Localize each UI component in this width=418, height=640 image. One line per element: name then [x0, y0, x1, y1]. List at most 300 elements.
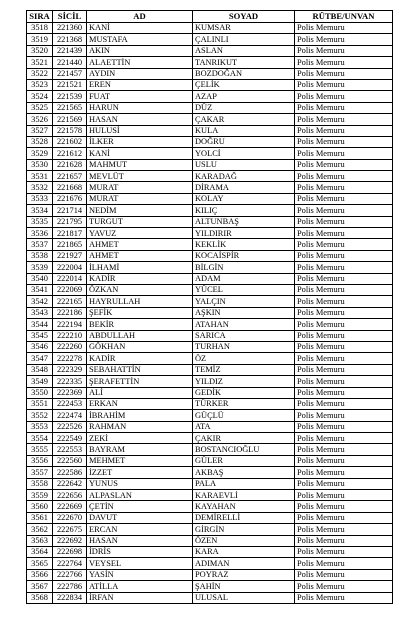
- cell-rutbe: Polis Memuru: [295, 319, 393, 330]
- cell-sicil: 221569: [53, 114, 87, 125]
- table-row: [27, 569, 393, 580]
- cell-sira: 3520: [27, 45, 53, 56]
- cell-sicil: 222766: [53, 569, 87, 580]
- cell-rutbe: Polis Memuru: [295, 353, 393, 364]
- cell-sicil: 221676: [53, 193, 87, 204]
- cell-soyad: DİRAMA: [193, 182, 295, 193]
- cell-soyad: YALÇIN: [193, 296, 295, 307]
- table-row: [27, 546, 393, 557]
- table-row: [27, 341, 393, 352]
- cell-soyad: ÖZ: [193, 353, 295, 364]
- cell-sicil: 222560: [53, 455, 87, 466]
- table-row: [27, 171, 393, 182]
- table-body: [27, 23, 393, 604]
- cell-sira: 3550: [27, 387, 53, 398]
- table-row: [27, 159, 393, 170]
- cell-soyad: GÜÇLÜ: [193, 410, 295, 421]
- cell-ad: RAHMAN: [87, 421, 193, 432]
- cell-ad: KADİR: [87, 273, 193, 284]
- cell-rutbe: Polis Memuru: [295, 125, 393, 136]
- cell-soyad: KEKLİK: [193, 239, 295, 250]
- cell-sira: 3526: [27, 114, 53, 125]
- cell-sicil: 222069: [53, 284, 87, 295]
- cell-ad: NEDİM: [87, 205, 193, 216]
- cell-rutbe: Polis Memuru: [295, 91, 393, 102]
- cell-sira: 3560: [27, 501, 53, 512]
- cell-sira: 3535: [27, 216, 53, 227]
- cell-soyad: USLU: [193, 159, 295, 170]
- cell-sicil: 222549: [53, 433, 87, 444]
- cell-rutbe: Polis Memuru: [295, 45, 393, 56]
- cell-sira: 3527: [27, 125, 53, 136]
- cell-rutbe: Polis Memuru: [295, 205, 393, 216]
- table-row: [27, 114, 393, 125]
- cell-sicil: 221817: [53, 228, 87, 239]
- cell-rutbe: Polis Memuru: [295, 136, 393, 147]
- cell-ad: FUAT: [87, 91, 193, 102]
- cell-sicil: 222260: [53, 341, 87, 352]
- cell-sira: 3566: [27, 569, 53, 580]
- cell-sicil: 221368: [53, 34, 87, 45]
- table-row: [27, 592, 393, 603]
- cell-sicil: 222194: [53, 319, 87, 330]
- cell-rutbe: Polis Memuru: [295, 341, 393, 352]
- cell-ad: İBRAHİM: [87, 410, 193, 421]
- cell-ad: MURAT: [87, 193, 193, 204]
- cell-soyad: BOZDOĞAN: [193, 68, 295, 79]
- table-row: [27, 364, 393, 375]
- cell-soyad: GÜLER: [193, 455, 295, 466]
- cell-sicil: 221440: [53, 57, 87, 68]
- cell-sicil: 222335: [53, 376, 87, 387]
- cell-sicil: 222786: [53, 581, 87, 592]
- table-row: [27, 501, 393, 512]
- cell-sira: 3556: [27, 455, 53, 466]
- cell-soyad: YILDIRIR: [193, 228, 295, 239]
- cell-sira: 3540: [27, 273, 53, 284]
- cell-ad: SEBAHATTİN: [87, 364, 193, 375]
- cell-sicil: 222329: [53, 364, 87, 375]
- table-row: [27, 433, 393, 444]
- cell-rutbe: Polis Memuru: [295, 592, 393, 603]
- cell-rutbe: Polis Memuru: [295, 284, 393, 295]
- cell-ad: KANİ: [87, 23, 193, 34]
- table-row: [27, 467, 393, 478]
- cell-sira: 3557: [27, 467, 53, 478]
- cell-soyad: KULA: [193, 125, 295, 136]
- cell-soyad: ÖZEN: [193, 535, 295, 546]
- cell-sicil: 221602: [53, 136, 87, 147]
- table-row: [27, 250, 393, 261]
- cell-soyad: KOLAY: [193, 193, 295, 204]
- cell-soyad: TÜRKER: [193, 398, 295, 409]
- table-row: [27, 239, 393, 250]
- table-row: [27, 387, 393, 398]
- table-row: [27, 102, 393, 113]
- cell-ad: AHMET: [87, 250, 193, 261]
- table-row: [27, 512, 393, 523]
- table-row: [27, 307, 393, 318]
- cell-rutbe: Polis Memuru: [295, 216, 393, 227]
- cell-sicil: 221578: [53, 125, 87, 136]
- cell-rutbe: Polis Memuru: [295, 364, 393, 375]
- cell-sicil: 222474: [53, 410, 87, 421]
- table-row: [27, 455, 393, 466]
- cell-sicil: 222656: [53, 490, 87, 501]
- table-row: [27, 262, 393, 273]
- cell-sira: 3531: [27, 171, 53, 182]
- table-row: [27, 193, 393, 204]
- cell-soyad: TANRIKUT: [193, 57, 295, 68]
- table-row: [27, 284, 393, 295]
- cell-ad: YAVUZ: [87, 228, 193, 239]
- header-rutbe-unvan: RÜTBE/UNVAN: [295, 11, 393, 23]
- cell-sira: 3554: [27, 433, 53, 444]
- table-row: [27, 228, 393, 239]
- cell-soyad: KUMSAR: [193, 23, 295, 34]
- cell-sira: 3559: [27, 490, 53, 501]
- table-row: [27, 376, 393, 387]
- cell-ad: MEVLÜT: [87, 171, 193, 182]
- cell-soyad: YILDIZ: [193, 376, 295, 387]
- cell-sicil: 221795: [53, 216, 87, 227]
- cell-sira: 3538: [27, 250, 53, 261]
- cell-ad: ALPASLAN: [87, 490, 193, 501]
- cell-rutbe: Polis Memuru: [295, 57, 393, 68]
- cell-sira: 3553: [27, 421, 53, 432]
- cell-sira: 3518: [27, 23, 53, 34]
- table-row: [27, 45, 393, 56]
- cell-soyad: PALA: [193, 478, 295, 489]
- cell-ad: TURGUT: [87, 216, 193, 227]
- cell-ad: ÇETİN: [87, 501, 193, 512]
- cell-sira: 3519: [27, 34, 53, 45]
- cell-soyad: ÇAKIR: [193, 433, 295, 444]
- table-row: [27, 421, 393, 432]
- table-row: [27, 125, 393, 136]
- cell-soyad: DÜZ: [193, 102, 295, 113]
- cell-sicil: 222642: [53, 478, 87, 489]
- cell-soyad: TURHAN: [193, 341, 295, 352]
- cell-sira: 3533: [27, 193, 53, 204]
- cell-ad: KANİ: [87, 148, 193, 159]
- cell-sicil: 222526: [53, 421, 87, 432]
- cell-ad: İZZET: [87, 467, 193, 478]
- table-row: [27, 444, 393, 455]
- table-row: [27, 296, 393, 307]
- cell-sicil: 221521: [53, 79, 87, 90]
- cell-sicil: 222670: [53, 512, 87, 523]
- cell-soyad: TEMİZ: [193, 364, 295, 375]
- cell-soyad: ÇAKAR: [193, 114, 295, 125]
- cell-rutbe: Polis Memuru: [295, 250, 393, 261]
- cell-soyad: KILIÇ: [193, 205, 295, 216]
- cell-sicil: 221539: [53, 91, 87, 102]
- cell-rutbe: Polis Memuru: [295, 228, 393, 239]
- cell-rutbe: Polis Memuru: [295, 455, 393, 466]
- cell-ad: ALAETTİN: [87, 57, 193, 68]
- table-row: [27, 398, 393, 409]
- cell-rutbe: Polis Memuru: [295, 102, 393, 113]
- cell-ad: ÖZKAN: [87, 284, 193, 295]
- cell-sicil: 221714: [53, 205, 87, 216]
- cell-rutbe: Polis Memuru: [295, 444, 393, 455]
- cell-rutbe: Polis Memuru: [295, 569, 393, 580]
- cell-soyad: YÜCEL: [193, 284, 295, 295]
- cell-sira: 3543: [27, 307, 53, 318]
- cell-rutbe: Polis Memuru: [295, 421, 393, 432]
- cell-ad: İLKER: [87, 136, 193, 147]
- cell-rutbe: Polis Memuru: [295, 478, 393, 489]
- cell-sira: 3548: [27, 364, 53, 375]
- cell-soyad: KOCAİSPİR: [193, 250, 295, 261]
- cell-sira: 3539: [27, 262, 53, 273]
- cell-rutbe: Polis Memuru: [295, 387, 393, 398]
- cell-ad: YASİN: [87, 569, 193, 580]
- cell-sira: 3544: [27, 319, 53, 330]
- cell-ad: EREN: [87, 79, 193, 90]
- cell-sicil: 221360: [53, 23, 87, 34]
- cell-soyad: ŞAHİN: [193, 581, 295, 592]
- cell-rutbe: Polis Memuru: [295, 239, 393, 250]
- cell-sicil: 222834: [53, 592, 87, 603]
- cell-sicil: 221657: [53, 171, 87, 182]
- cell-soyad: GİRGİN: [193, 524, 295, 535]
- cell-ad: DAVUT: [87, 512, 193, 523]
- header-sicil: SİCİL: [53, 11, 87, 23]
- cell-soyad: YOLCİ: [193, 148, 295, 159]
- cell-ad: BEKİR: [87, 319, 193, 330]
- table-row: [27, 216, 393, 227]
- cell-soyad: ALTUNBAŞ: [193, 216, 295, 227]
- cell-sira: 3536: [27, 228, 53, 239]
- personnel-table: [26, 10, 393, 604]
- cell-ad: İLHAMİ: [87, 262, 193, 273]
- cell-sicil: 222669: [53, 501, 87, 512]
- cell-sira: 3530: [27, 159, 53, 170]
- table-row: [27, 558, 393, 569]
- cell-soyad: GEDİK: [193, 387, 295, 398]
- cell-ad: ALİ: [87, 387, 193, 398]
- cell-rutbe: Polis Memuru: [295, 79, 393, 90]
- table-row: [27, 34, 393, 45]
- cell-ad: HASAN: [87, 535, 193, 546]
- cell-ad: BAYRAM: [87, 444, 193, 455]
- cell-sira: 3525: [27, 102, 53, 113]
- cell-rutbe: Polis Memuru: [295, 330, 393, 341]
- table-row: [27, 148, 393, 159]
- cell-sira: 3562: [27, 524, 53, 535]
- cell-sicil: 222764: [53, 558, 87, 569]
- cell-soyad: DOĞRU: [193, 136, 295, 147]
- cell-sira: 3522: [27, 68, 53, 79]
- cell-rutbe: Polis Memuru: [295, 296, 393, 307]
- cell-sicil: 221612: [53, 148, 87, 159]
- cell-sira: 3542: [27, 296, 53, 307]
- cell-rutbe: Polis Memuru: [295, 398, 393, 409]
- table-row: [27, 353, 393, 364]
- cell-soyad: ASLAN: [193, 45, 295, 56]
- cell-ad: HARUN: [87, 102, 193, 113]
- cell-rutbe: Polis Memuru: [295, 171, 393, 182]
- cell-ad: ŞEFİK: [87, 307, 193, 318]
- cell-ad: ZEKİ: [87, 433, 193, 444]
- cell-soyad: AKBAŞ: [193, 467, 295, 478]
- cell-sira: 3524: [27, 91, 53, 102]
- cell-soyad: ULUSAL: [193, 592, 295, 603]
- cell-soyad: BOSTANCIOĞLU: [193, 444, 295, 455]
- cell-soyad: BİLGİN: [193, 262, 295, 273]
- cell-rutbe: Polis Memuru: [295, 273, 393, 284]
- cell-rutbe: Polis Memuru: [295, 467, 393, 478]
- cell-sicil: 222586: [53, 467, 87, 478]
- cell-sicil: 222165: [53, 296, 87, 307]
- cell-sicil: 222186: [53, 307, 87, 318]
- document-page: [26, 10, 392, 604]
- cell-ad: AYDIN: [87, 68, 193, 79]
- table-row: [27, 524, 393, 535]
- table-row: [27, 205, 393, 216]
- table-row: [27, 330, 393, 341]
- cell-ad: ŞERAFETTİN: [87, 376, 193, 387]
- table-row: [27, 91, 393, 102]
- cell-sicil: 222369: [53, 387, 87, 398]
- cell-soyad: KARAEVLİ: [193, 490, 295, 501]
- cell-sira: 3568: [27, 592, 53, 603]
- cell-sira: 3551: [27, 398, 53, 409]
- cell-rutbe: Polis Memuru: [295, 524, 393, 535]
- table-row: [27, 182, 393, 193]
- cell-sira: 3565: [27, 558, 53, 569]
- cell-sicil: 221865: [53, 239, 87, 250]
- table-row: [27, 273, 393, 284]
- cell-ad: İDRİS: [87, 546, 193, 557]
- cell-rutbe: Polis Memuru: [295, 68, 393, 79]
- cell-ad: AKIN: [87, 45, 193, 56]
- cell-rutbe: Polis Memuru: [295, 114, 393, 125]
- cell-sicil: 222675: [53, 524, 87, 535]
- cell-rutbe: Polis Memuru: [295, 34, 393, 45]
- cell-ad: MURAT: [87, 182, 193, 193]
- cell-ad: VEYSEL: [87, 558, 193, 569]
- cell-soyad: AZAP: [193, 91, 295, 102]
- cell-sicil: 221565: [53, 102, 87, 113]
- cell-ad: GÖKHAN: [87, 341, 193, 352]
- cell-ad: KADİR: [87, 353, 193, 364]
- cell-sicil: 221628: [53, 159, 87, 170]
- cell-sira: 3523: [27, 79, 53, 90]
- table-row: [27, 319, 393, 330]
- table-row: [27, 581, 393, 592]
- cell-ad: ABDULLAH: [87, 330, 193, 341]
- cell-ad: MEHMET: [87, 455, 193, 466]
- cell-sicil: 222698: [53, 546, 87, 557]
- cell-soyad: ADAM: [193, 273, 295, 284]
- cell-sira: 3564: [27, 546, 53, 557]
- cell-rutbe: Polis Memuru: [295, 159, 393, 170]
- table-row: [27, 57, 393, 68]
- cell-soyad: ÇELİK: [193, 79, 295, 90]
- table-row: [27, 478, 393, 489]
- cell-soyad: SARICA: [193, 330, 295, 341]
- cell-ad: HASAN: [87, 114, 193, 125]
- cell-rutbe: Polis Memuru: [295, 182, 393, 193]
- cell-sicil: 222453: [53, 398, 87, 409]
- cell-rutbe: Polis Memuru: [295, 410, 393, 421]
- cell-ad: YUNUS: [87, 478, 193, 489]
- cell-ad: HAYRULLAH: [87, 296, 193, 307]
- cell-soyad: ATAHAN: [193, 319, 295, 330]
- table-header-row: [27, 11, 393, 23]
- cell-sicil: 222553: [53, 444, 87, 455]
- cell-soyad: ATA: [193, 421, 295, 432]
- cell-sira: 3552: [27, 410, 53, 421]
- cell-soyad: KARA: [193, 546, 295, 557]
- cell-sicil: 222004: [53, 262, 87, 273]
- cell-rutbe: Polis Memuru: [295, 307, 393, 318]
- cell-soyad: ADIMAN: [193, 558, 295, 569]
- cell-ad: ATİLLA: [87, 581, 193, 592]
- cell-sira: 3528: [27, 136, 53, 147]
- cell-rutbe: Polis Memuru: [295, 262, 393, 273]
- cell-rutbe: Polis Memuru: [295, 490, 393, 501]
- cell-ad: ERCAN: [87, 524, 193, 535]
- cell-ad: MAHMUT: [87, 159, 193, 170]
- table-row: [27, 410, 393, 421]
- table-row: [27, 490, 393, 501]
- cell-rutbe: Polis Memuru: [295, 546, 393, 557]
- table-row: [27, 23, 393, 34]
- cell-rutbe: Polis Memuru: [295, 148, 393, 159]
- cell-sira: 3545: [27, 330, 53, 341]
- cell-sira: 3537: [27, 239, 53, 250]
- cell-sicil: 222278: [53, 353, 87, 364]
- cell-soyad: KARADAĞ: [193, 171, 295, 182]
- cell-ad: AHMET: [87, 239, 193, 250]
- cell-sicil: 222692: [53, 535, 87, 546]
- cell-sira: 3558: [27, 478, 53, 489]
- cell-ad: HULUSİ: [87, 125, 193, 136]
- cell-rutbe: Polis Memuru: [295, 535, 393, 546]
- cell-sira: 3563: [27, 535, 53, 546]
- cell-sicil: 221457: [53, 68, 87, 79]
- cell-sira: 3532: [27, 182, 53, 193]
- header-soyad: SOYAD: [193, 11, 295, 23]
- cell-soyad: AŞKIN: [193, 307, 295, 318]
- cell-sira: 3555: [27, 444, 53, 455]
- cell-ad: ERKAN: [87, 398, 193, 409]
- cell-sira: 3567: [27, 581, 53, 592]
- cell-sira: 3534: [27, 205, 53, 216]
- cell-sicil: 222210: [53, 330, 87, 341]
- header-sira: SIRA: [27, 11, 53, 23]
- cell-rutbe: Polis Memuru: [295, 23, 393, 34]
- cell-rutbe: Polis Memuru: [295, 512, 393, 523]
- cell-soyad: ÇALINLI: [193, 34, 295, 45]
- cell-sicil: 221439: [53, 45, 87, 56]
- cell-ad: MUSTAFA: [87, 34, 193, 45]
- cell-rutbe: Polis Memuru: [295, 558, 393, 569]
- cell-sira: 3549: [27, 376, 53, 387]
- cell-soyad: POYRAZ: [193, 569, 295, 580]
- cell-rutbe: Polis Memuru: [295, 501, 393, 512]
- cell-soyad: DEMİRELLİ: [193, 512, 295, 523]
- table-row: [27, 79, 393, 90]
- table-row: [27, 136, 393, 147]
- cell-sira: 3529: [27, 148, 53, 159]
- cell-sira: 3521: [27, 57, 53, 68]
- cell-soyad: KAYAHAN: [193, 501, 295, 512]
